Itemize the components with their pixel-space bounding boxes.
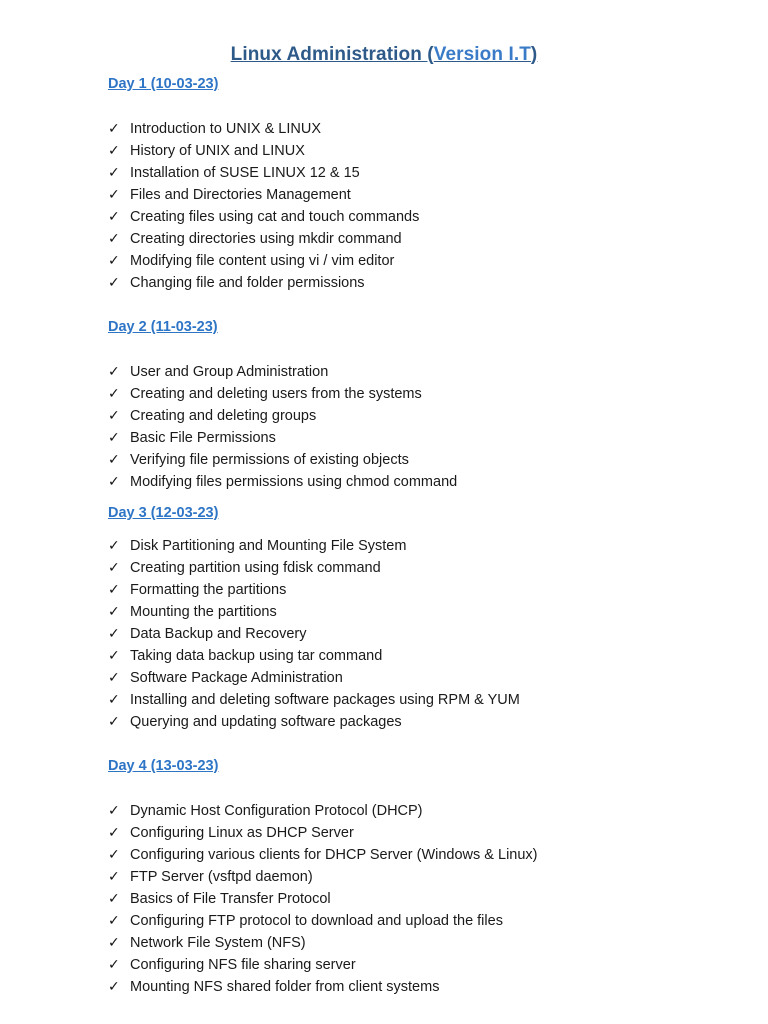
list-item [108, 976, 538, 998]
list-item-text: Basics of File Transfer Protocol [130, 891, 331, 907]
list-item-text: Creating and deleting users from the systems [130, 386, 422, 402]
list-item-text: Installing and deleting software packages using RPM & YUM [130, 692, 520, 708]
checkmark-icon: ✓ [108, 474, 120, 490]
list-item [108, 888, 538, 910]
list-item [108, 579, 520, 601]
list-item-text: Data Backup and Recovery [130, 626, 307, 642]
list-item-text: Configuring NFS file sharing server [130, 957, 356, 973]
list-item-text: Taking data backup using tar command [130, 648, 383, 664]
checkmark-icon: ✓ [108, 957, 120, 973]
checkmark-icon: ✓ [108, 430, 120, 446]
title-close: ) [530, 44, 538, 65]
document-title [0, 44, 768, 66]
list-item [108, 405, 457, 427]
checkmark-icon: ✓ [108, 604, 120, 620]
list-item-text: Creating directories using mkdir command [130, 231, 402, 247]
checkmark-icon: ✓ [108, 979, 120, 995]
checkmark-icon: ✓ [108, 538, 120, 554]
day-4-heading: Day 4 (13-03-23) [108, 758, 219, 774]
checkmark-icon: ✓ [108, 714, 120, 730]
list-item [108, 623, 520, 645]
list-item [108, 689, 520, 711]
list-item [108, 250, 419, 272]
day-4-topic-list [108, 800, 538, 998]
checkmark-icon: ✓ [108, 452, 120, 468]
checkmark-icon: ✓ [108, 386, 120, 402]
list-item-text: Verifying file permissions of existing objects [130, 452, 409, 468]
checkmark-icon: ✓ [108, 692, 120, 708]
day-3-topic-list [108, 535, 520, 733]
day-1-topic-list [108, 118, 419, 294]
list-item [108, 954, 538, 976]
list-item [108, 711, 520, 733]
list-item [108, 844, 538, 866]
day-2-heading: Day 2 (11-03-23) [108, 319, 218, 335]
checkmark-icon: ✓ [108, 231, 120, 247]
checkmark-icon: ✓ [108, 408, 120, 424]
list-item-text: Introduction to UNIX & LINUX [130, 121, 321, 137]
day-1-heading: Day 1 (10-03-23) [108, 76, 219, 92]
checkmark-icon: ✓ [108, 847, 120, 863]
title-version: Version I.T [433, 44, 531, 65]
day-3-heading: Day 3 (12-03-23) [108, 505, 219, 521]
checkmark-icon: ✓ [108, 187, 120, 203]
list-item-text: Basic File Permissions [130, 430, 276, 446]
list-item-text: Configuring FTP protocol to download and upload the files [130, 913, 503, 929]
list-item-text: User and Group Administration [130, 364, 329, 380]
list-item-text: Disk Partitioning and Mounting File System [130, 538, 407, 554]
list-item-text: Configuring various clients for DHCP Server (Windows & Linux) [130, 847, 538, 863]
checkmark-icon: ✓ [108, 209, 120, 225]
list-item [108, 361, 457, 383]
list-item [108, 471, 457, 493]
list-item [108, 272, 419, 294]
checkmark-icon: ✓ [108, 869, 120, 885]
list-item [108, 800, 538, 822]
list-item-text: Querying and updating software packages [130, 714, 402, 730]
list-item [108, 206, 419, 228]
list-item [108, 667, 520, 689]
list-item [108, 427, 457, 449]
checkmark-icon: ✓ [108, 143, 120, 159]
list-item-text: Creating files using cat and touch commands [130, 209, 420, 225]
list-item-text: Software Package Administration [130, 670, 343, 686]
list-item [108, 822, 538, 844]
list-item [108, 228, 419, 250]
checkmark-icon: ✓ [108, 253, 120, 269]
list-item [108, 910, 538, 932]
checkmark-icon: ✓ [108, 626, 120, 642]
list-item-text: Mounting NFS shared folder from client systems [130, 979, 440, 995]
list-item-text: Changing file and folder permissions [130, 275, 365, 291]
list-item [108, 184, 419, 206]
checkmark-icon: ✓ [108, 935, 120, 951]
checkmark-icon: ✓ [108, 891, 120, 907]
title-main: Linux Administration ( [230, 44, 434, 65]
list-item-text: Dynamic Host Configuration Protocol (DHCP) [130, 803, 423, 819]
list-item [108, 535, 520, 557]
list-item [108, 932, 538, 954]
checkmark-icon: ✓ [108, 913, 120, 929]
checkmark-icon: ✓ [108, 648, 120, 664]
checkmark-icon: ✓ [108, 165, 120, 181]
list-item-text: History of UNIX and LINUX [130, 143, 305, 159]
checkmark-icon: ✓ [108, 825, 120, 841]
list-item [108, 383, 457, 405]
list-item-text: Creating partition using fdisk command [130, 560, 381, 576]
list-item [108, 162, 419, 184]
checkmark-icon: ✓ [108, 670, 120, 686]
list-item-text: Mounting the partitions [130, 604, 277, 620]
list-item [108, 601, 520, 623]
list-item-text: Modifying files permissions using chmod command [130, 474, 458, 490]
list-item [108, 118, 419, 140]
checkmark-icon: ✓ [108, 121, 120, 137]
list-item-text: Network File System (NFS) [130, 935, 306, 951]
list-item-text: FTP Server (vsftpd daemon) [130, 869, 313, 885]
checkmark-icon: ✓ [108, 275, 120, 291]
checkmark-icon: ✓ [108, 364, 120, 380]
list-item-text: Creating and deleting groups [130, 408, 317, 424]
list-item [108, 557, 520, 579]
list-item [108, 449, 457, 471]
list-item-text: Configuring Linux as DHCP Server [130, 825, 354, 841]
list-item-text: Modifying file content using vi / vim editor [130, 253, 395, 269]
day-2-topic-list [108, 361, 457, 493]
list-item-text: Formatting the partitions [130, 582, 287, 598]
list-item [108, 866, 538, 888]
checkmark-icon: ✓ [108, 582, 120, 598]
checkmark-icon: ✓ [108, 803, 120, 819]
list-item-text: Installation of SUSE LINUX 12 & 15 [130, 165, 360, 181]
checkmark-icon: ✓ [108, 560, 120, 576]
list-item-text: Files and Directories Management [130, 187, 351, 203]
list-item [108, 140, 419, 162]
list-item [108, 645, 520, 667]
